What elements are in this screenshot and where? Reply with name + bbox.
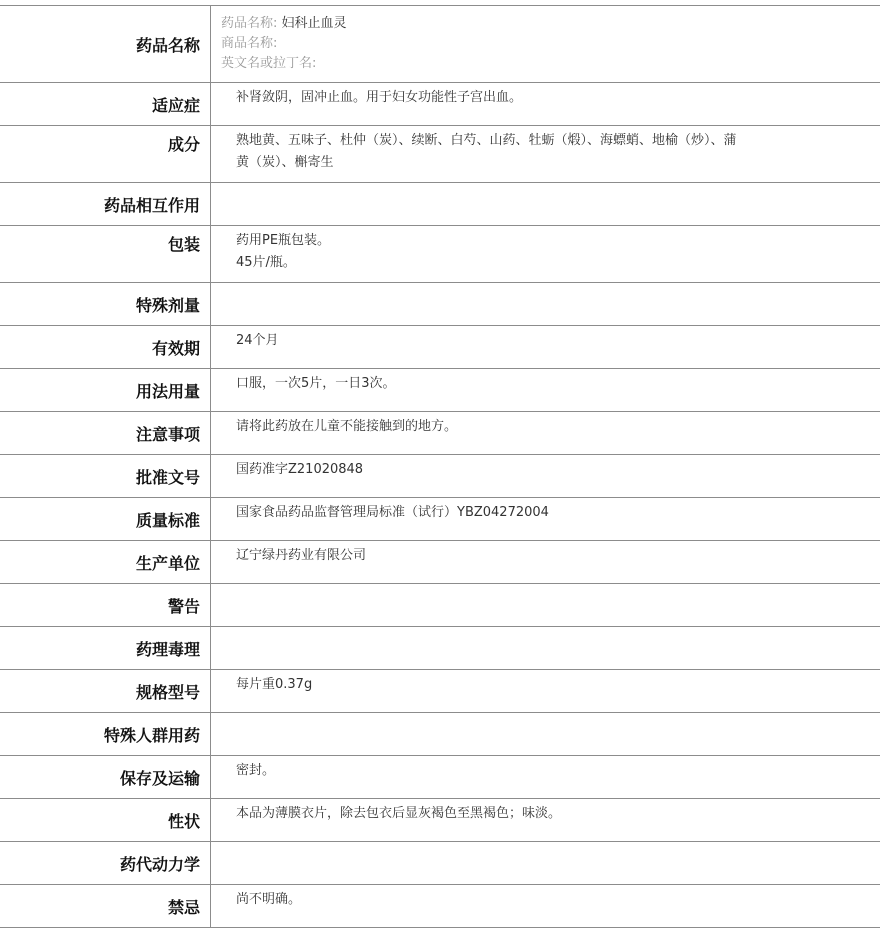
value-toxicology bbox=[211, 627, 880, 670]
value-standard: 国家食品药品监督管理局标准（试行）YBZ04272004 bbox=[211, 498, 880, 541]
row-pharmacokinetics bbox=[0, 842, 880, 885]
label-drug-name: 药品名称 bbox=[0, 6, 211, 83]
row-spec bbox=[0, 670, 880, 713]
row-warning bbox=[0, 584, 880, 627]
value-ingredients bbox=[211, 126, 880, 183]
latin-name-key: 英文名或拉丁名: bbox=[221, 56, 316, 71]
label-manufacturer: 生产单位 bbox=[0, 541, 211, 584]
row-ingredients bbox=[0, 126, 880, 183]
value-shelf-life: 24个月 bbox=[211, 326, 880, 369]
row-drug-name bbox=[0, 6, 880, 83]
label-standard: 质量标准 bbox=[0, 498, 211, 541]
value-pharmacokinetics bbox=[211, 842, 880, 885]
trade-name-key: 商品名称: bbox=[221, 36, 277, 51]
row-standard bbox=[0, 498, 880, 541]
label-contraindications: 禁忌 bbox=[0, 885, 211, 928]
ingredients-line-2: 黄（炭）、槲寄生 bbox=[236, 152, 800, 174]
label-indication: 适应症 bbox=[0, 83, 211, 126]
ingredients-line-1: 熟地黄、五味子、杜仲（炭）、续断、白芍、山药、牡蛎（煅）、海螵蛸、地榆（炒）、蒲 bbox=[236, 130, 800, 152]
value-appearance: 本品为薄膜衣片，除去包衣后显灰褐色至黑褐色；味淡。 bbox=[211, 799, 880, 842]
row-toxicology bbox=[0, 627, 880, 670]
value-package bbox=[211, 226, 880, 283]
label-special-dose: 特殊剂量 bbox=[0, 283, 211, 326]
drug-info-table bbox=[0, 5, 880, 928]
row-indication bbox=[0, 83, 880, 126]
row-usage bbox=[0, 369, 880, 412]
label-approval: 批准文号 bbox=[0, 455, 211, 498]
label-toxicology: 药理毒理 bbox=[0, 627, 211, 670]
label-spec: 规格型号 bbox=[0, 670, 211, 713]
row-manufacturer bbox=[0, 541, 880, 584]
row-contraindications bbox=[0, 885, 880, 928]
label-usage: 用法用量 bbox=[0, 369, 211, 412]
row-approval bbox=[0, 455, 880, 498]
label-interaction: 药品相互作用 bbox=[0, 183, 211, 226]
package-line-2: 45片/瓶。 bbox=[236, 252, 800, 274]
drug-name-key: 药品名称: bbox=[221, 16, 277, 31]
package-line-1: 药用PE瓶包装。 bbox=[236, 230, 800, 252]
value-usage: 口服，一次5片，一日3次。 bbox=[211, 369, 880, 412]
value-special-groups bbox=[211, 713, 880, 756]
label-precautions: 注意事项 bbox=[0, 412, 211, 455]
row-interaction bbox=[0, 183, 880, 226]
value-approval: 国药准字Z21020848 bbox=[211, 455, 880, 498]
row-special-groups bbox=[0, 713, 880, 756]
value-indication: 补肾敛阴，固冲止血。用于妇女功能性子宫出血。 bbox=[211, 83, 880, 126]
value-warning bbox=[211, 584, 880, 627]
value-special-dose bbox=[211, 283, 880, 326]
value-storage: 密封。 bbox=[211, 756, 880, 799]
label-ingredients: 成分 bbox=[0, 126, 211, 183]
drug-info-sheet bbox=[0, 5, 880, 928]
row-special-dose bbox=[0, 283, 880, 326]
label-warning: 警告 bbox=[0, 584, 211, 627]
label-appearance: 性状 bbox=[0, 799, 211, 842]
row-storage bbox=[0, 756, 880, 799]
label-pharmacokinetics: 药代动力学 bbox=[0, 842, 211, 885]
value-manufacturer: 辽宁绿丹药业有限公司 bbox=[211, 541, 880, 584]
value-spec: 每片重0.37g bbox=[211, 670, 880, 713]
value-precautions: 请将此药放在儿童不能接触到的地方。 bbox=[211, 412, 880, 455]
value-drug-name bbox=[211, 6, 880, 83]
row-appearance bbox=[0, 799, 880, 842]
label-storage: 保存及运输 bbox=[0, 756, 211, 799]
label-special-groups: 特殊人群用药 bbox=[0, 713, 211, 756]
value-interaction bbox=[211, 183, 880, 226]
label-package: 包装 bbox=[0, 226, 211, 283]
drug-name-value: 妇科止血灵 bbox=[282, 16, 347, 31]
row-precautions bbox=[0, 412, 880, 455]
row-package bbox=[0, 226, 880, 283]
value-contraindications: 尚不明确。 bbox=[211, 885, 880, 928]
label-shelf-life: 有效期 bbox=[0, 326, 211, 369]
row-shelf-life bbox=[0, 326, 880, 369]
